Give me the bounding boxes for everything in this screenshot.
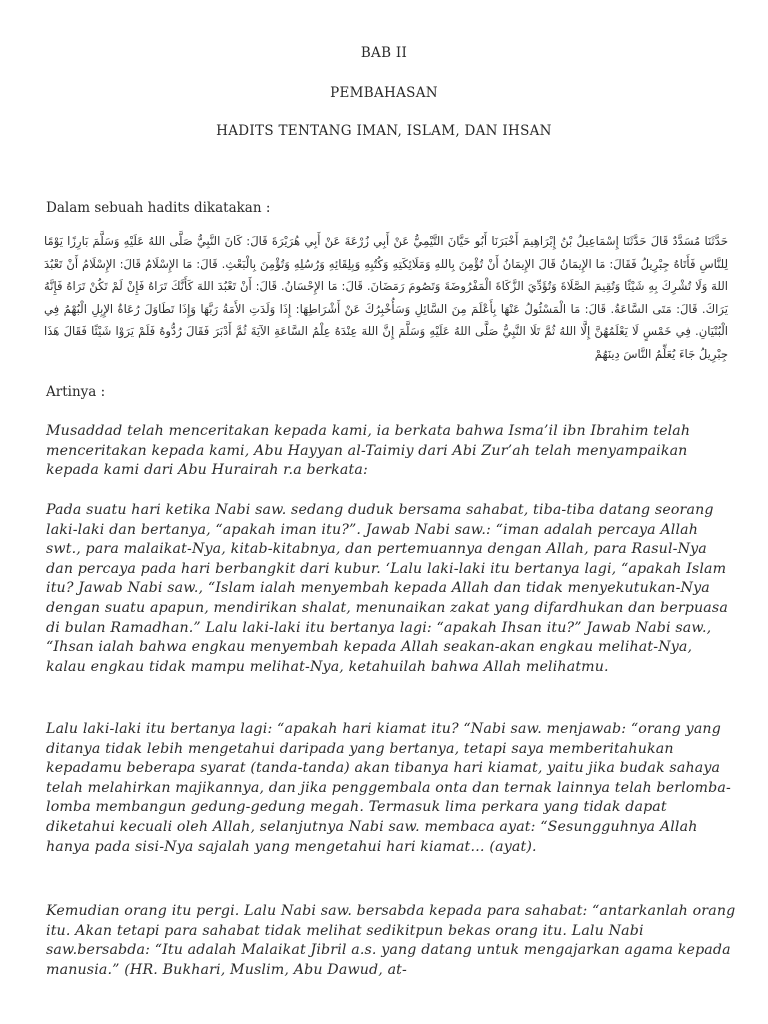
translation-paragraph: Musaddad telah menceritakan kepada kami, ia berkata bahwa Isma’il ibn Ibrahim telah menceritakan kepada kami, Abu Hayyan al-Taimiy dari Abi Zur’ah telah menyampaikan kepada kami dari Abu Hurairah r.a berkata: <box>46 423 691 479</box>
intro-text: Dalam sebuah hadits dikatakan : <box>46 200 271 216</box>
translation-label: Artinya : <box>46 384 106 400</box>
arabic-hadith-text: حَدَّثَنَا مُسَدَّدٌ قَالَ حَدَّثَنَا إِسْمَاعِيلُ بْنُ إِبْرَاهِيمَ أَخْبَرَنَا أَبُو حَيَّانَ التَّيْمِيُّ عَنْ أَبِي زُرْعَةَ عَنْ أَبِي هُرَيْرَةَ قَالَ: كَانَ النَّبِيُّ صَلَّى اللهُ عَلَيْهِ وَسَلَّمَ بَارِزًا يَوْمًا لِلنَّاسِ فَأَتَاهُ جِبْرِيلُ فَقَالَ: مَا الإِيمَانُ قَالَ الإِيمَانُ أَنْ تُؤْمِنَ بِاللهِ وَمَلَائِكَتِهِ وَكُتُبِهِ وَبِلِقَائِهِ وَرُسُلِهِ وَتُؤْمِنَ بِالْبَعْثِ. قَالَ: مَا الإِسْلَامُ قَالَ: الإِسْلَامُ أَنْ تَعْبُدَ اللهَ وَلَا تُشْرِكَ بِهِ شَيْئًا وَتُقِيمَ الصَّلَاةَ وَتُؤَدِّيَ الزَّكَاةَ الْمَفْرُوضَةَ وَتَصُومَ رَمَضَانَ. قَالَ: مَا الإِحْسَانُ. قَالَ: أَنْ تَعْبُدَ اللهَ كَأَنَّكَ تَرَاهُ فَإِنْ لَمْ تَكُنْ تَرَاهُ فَإِنَّهُ يَرَاكَ. قَالَ: مَتَى السَّاعَةُ. قَالَ: مَا الْمَسْئُولُ عَنْهَا بِأَعْلَمَ مِنَ السَّائِلِ وَسَأُخْبِرُكَ عَنْ أَشْرَاطِهَا: إِذَا وَلَدَتِ الأَمَةُ رَبَّهَا وَإِذَا تَطَاوَلَ رُعَاةُ الإِبِلِ الْبُهْمُ فِي الْبُنْيَانِ. فِي خَمْسٍ لَا يَعْلَمُهُنَّ إِلَّا اللهُ ثُمَّ تَلَا النَّبِيُّ صَلَّى اللهُ عَلَيْهِ وَسَلَّمَ إِنَّ اللهَ عِنْدَهُ عِلْمُ السَّاعَةِ الآيَةَ ثُمَّ أَدْبَرَ فَقَالَ رُدُّوهُ فَلَمْ يَرَوْا شَيْئًا فَقَالَ هَذَا جِبْرِيلُ جَاءَ يُعَلِّمُ النَّاسَ دِينَهُمْ <box>44 234 728 361</box>
chapter-heading: BAB II <box>360 45 408 61</box>
translation-paragraph: Pada suatu hari ketika Nabi saw. sedang duduk bersama sahabat, tiba-tiba datang seorang laki-laki dan bertanya, “apakah iman itu?”. Jawab Nabi saw.: “iman adalah percaya Allah swt., para malaikat-Nya, kitab-kitabnya, dan pertemuannya dengan Allah, para Rasul-Nya dan percaya pada hari berbangkit dari kubur. ‘Lalu laki-laki itu bertanya lagi, “apakah Islam itu? Jawab Nabi saw., “Islam ialah menyembah kepada Allah dan tidak menyekutukan-Nya dengan suatu apapun, mendirikan shalat, menunaikan zakat yang difardhukan dan berpuasa di bulan Ramadhan.” Lalu laki-laki itu bertanya lagi: “apakah Ihsan itu?” Jawab Nabi saw., “Ihsan ialah bahwa engkau menyembah kepada Allah seakan-akan engkau melihat-Nya, kalau engkau tidak mampu melihat-Nya, ketahuilah bahwa Allah melihatmu. <box>46 502 728 675</box>
translation-paragraph: Lalu laki-laki itu bertanya lagi: “apakah hari kiamat itu? “Nabi saw. menjawab: “orang yang ditanya tidak lebih mengetahui daripada yang bertanya, tetapi saya memberitahukan kepadamu beberapa syarat (tanda-tanda) akan tibanya hari kiamat, yaitu jika budak sahaya telah melahirkan majikannya, dan jika penggembala onta dan ternak lainnya telah berlomba-lomba membangun gedung-gedung megah. Termasuk lima perkara yang tidak dapat diketahui kecuali oleh Allah, selanjutnya Nabi saw. membaca ayat: “Sesungguhnya Allah hanya pada sisi-Nya sajalah yang mengetahui hari kiamat… (ayat). <box>46 721 731 855</box>
section-heading: PEMBAHASAN <box>330 85 438 101</box>
document-title: HADITS TENTANG IMAN, ISLAM, DAN IHSAN <box>216 123 552 139</box>
translation-paragraph: Kemudian orang itu pergi. Lalu Nabi saw. bersabda kepada para sahabat: “antarkanlah orang itu. Akan tetapi para sahabat tidak melihat sedikitpun bekas orang itu. Lalu Nabi saw.bersabda: “Itu adalah Malaikat Jibril a.s. yang datang untuk mengajarkan agama kepada manusia.” (HR. Bukhari, Muslim, Abu Dawud, at- <box>46 903 736 978</box>
